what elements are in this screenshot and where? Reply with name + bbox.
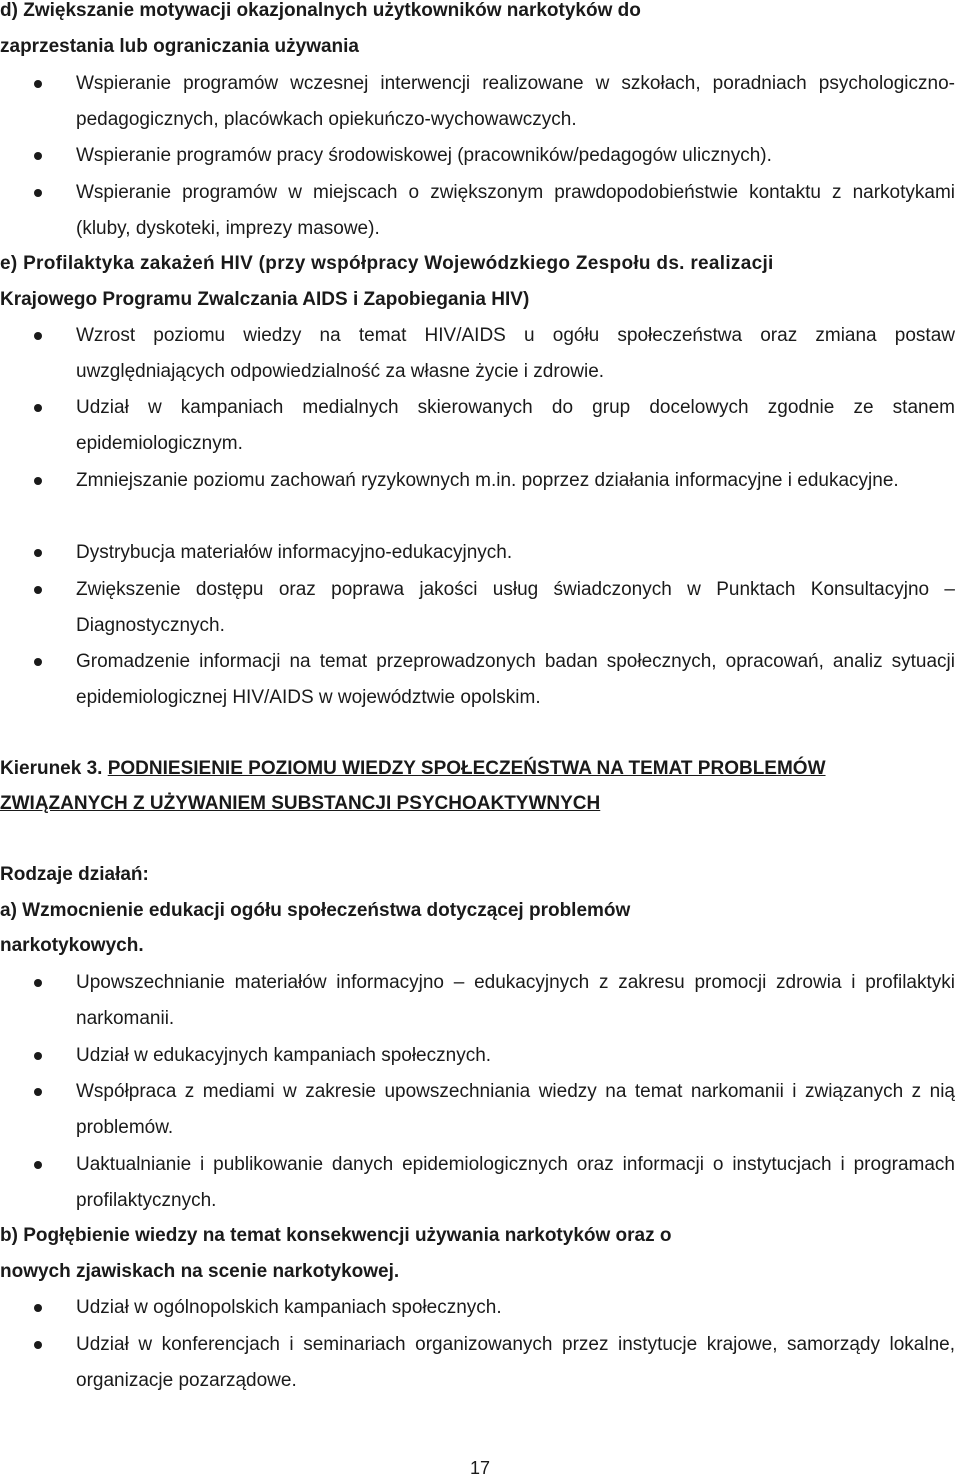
direction-title: PODNIESIENIE POZIOMU WIEDZY SPOŁECZEŃSTWA NA TEMAT PROBLEMÓW [107,758,826,779]
list-item-text: Współpraca z mediami w zakresie upowszechniania wiedzy na temat narkomanii i związanych z nią problemów. [76,1081,955,1138]
section-a-heading-cont: narkotykowych. [0,935,144,956]
bullet-icon [34,1304,42,1312]
list-item-text: Wspieranie programów w miejscach o zwiększonym prawdopodobieństwie kontaktu z narkotykami (kluby, dyskoteki, imprezy masowe). [76,182,955,239]
section-a-heading: a) Wzmocnienie edukacji ogółu społeczeństwa dotyczącej problemów [0,900,631,921]
bullet-icon [34,1052,42,1060]
direction-title-cont: ZWIĄZANYCH Z UŻYWANIEM SUBSTANCJI PSYCHOAKTYWNYCH [0,793,601,814]
list-item-text: Zwiększenie dostępu oraz poprawa jakości usług świadczonych w Punktach Konsultacyjno – Diagnostycznych. [76,579,955,636]
bullet-icon [34,1088,42,1096]
list-item-text: Uaktualnianie i publikowanie danych epidemiologicznych oraz informacji o instytucjach i programach profilaktycznych. [76,1154,955,1211]
section-e-heading-cont: Krajowego Programu Zwalczania AIDS i Zapobiegania HIV) [0,289,530,310]
direction-label: Kierunek 3. [0,758,103,779]
bullet-icon [34,979,42,987]
bullet-icon [34,549,42,557]
page-number: 17 [469,1458,491,1478]
bullet-icon [34,1161,42,1169]
direction-heading [0,756,955,782]
bullet-icon [34,658,42,666]
actions-heading: Rodzaje działań: [0,864,149,885]
bullet-icon [34,586,42,594]
list-item-text: Dystrybucja materiałów informacyjno-edukacyjnych. [76,542,513,563]
section-d-heading: d) Zwiększanie motywacji okazjonalnych użytkowników narkotyków do [0,0,641,21]
bullet-icon [34,404,42,412]
bullet-icon [34,189,42,197]
list-item-text: Udział w ogólnopolskich kampaniach społecznych. [76,1297,502,1318]
bullet-icon [34,80,42,88]
section-e-heading: e) Profilaktyka zakażeń HIV (przy współpracy Wojewódzkiego Zespołu ds. realizacji [0,253,774,274]
section-b-heading: b) Pogłębienie wiedzy na temat konsekwencji używania narkotyków oraz o [0,1225,672,1246]
list-item-text: Wspieranie programów pracy środowiskowej (pracowników/pedagogów ulicznych). [76,145,772,166]
bullet-icon [34,332,42,340]
list-item-text: Wspieranie programów wczesnej interwencji realizowane w szkołach, poradniach psychologiczno-pedagogicznych, placówkach opiekuńczo-wychowawczych. [76,73,955,130]
bullet-icon [34,1341,42,1349]
list-item-text: Wzrost poziomu wiedzy na temat HIV/AIDS u ogółu społeczeństwa oraz zmiana postaw uwzględniających odpowiedzialność za własne życie i zdrowie. [76,325,955,382]
list-item-text: Udział w konferencjach i seminariach organizowanych przez instytucje krajowe, samorządy lokalne, organizacje pozarządowe. [76,1334,955,1391]
section-d-heading-cont: zaprzestania lub ograniczania używania [0,36,359,57]
list-item-text: Upowszechnianie materiałów informacyjno – edukacyjnych z zakresu promocji zdrowia i profilaktyki narkomanii. [76,972,955,1029]
list-item-text: Gromadzenie informacji na temat przeprowadzonych badan społecznych, opracowań, analiz sytuacji epidemiologicznej HIV/AIDS w województwie opolskim. [76,651,955,708]
section-b-heading-cont: nowych zjawiskach na scenie narkotykowej. [0,1261,400,1282]
bullet-icon [34,477,42,485]
list-item-text: Udział w edukacyjnych kampaniach społecznych. [76,1045,492,1066]
list-item-text: Zmniejszanie poziomu zachowań ryzykownych m.in. poprzez działania informacyjne i edukacyjne. [76,470,899,491]
bullet-icon [34,152,42,160]
list-item-text: Udział w kampaniach medialnych skierowanych do grup docelowych zgodnie ze stanem epidemiologicznym. [76,397,955,454]
